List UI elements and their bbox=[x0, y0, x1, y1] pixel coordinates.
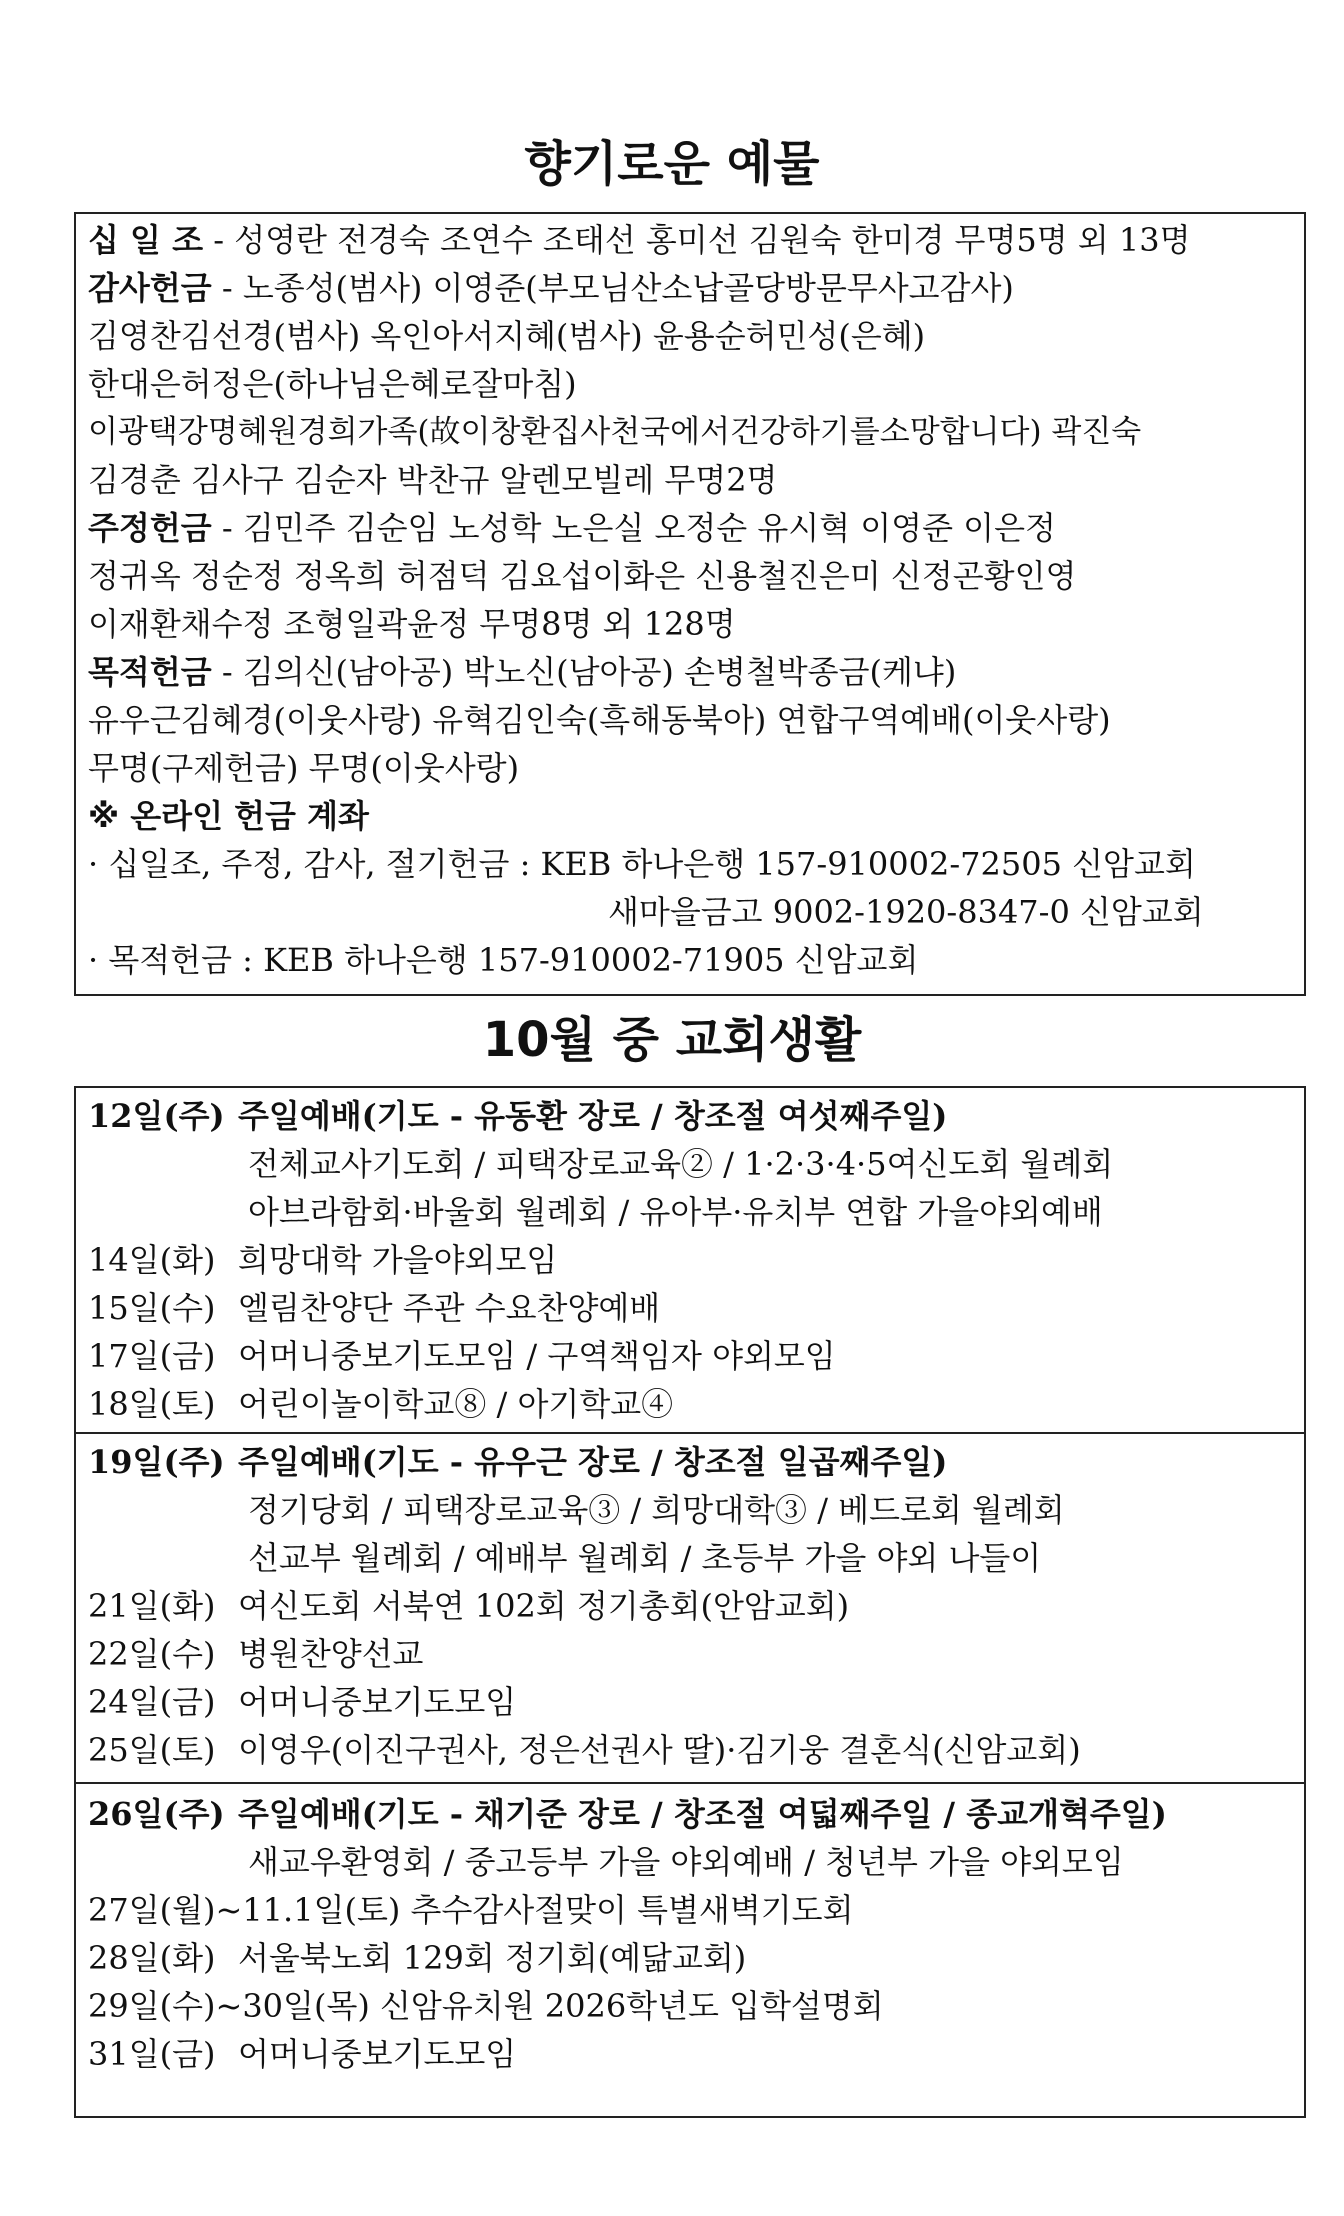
week2-item-day: 25일(토) bbox=[88, 1731, 216, 1769]
week3-head: 주일예배(기도 - 채기준 장로 / 창조절 여덟째주일 / 종교개혁주일) bbox=[238, 1795, 1167, 1833]
week3-item-day: 27일(월)~11.1일(토) bbox=[88, 1891, 401, 1929]
week1-item-text: 엘림찬양단 주관 수요찬양예배 bbox=[238, 1289, 661, 1327]
purpose-line-2: 유우근김혜경(이웃사랑) 유혁김인숙(흑해동북아) 연합구역예배(이웃사랑) bbox=[88, 701, 1111, 739]
week3-item-day: 31일(금) bbox=[88, 2035, 216, 2073]
week-divider bbox=[76, 1782, 1304, 1784]
week-divider bbox=[76, 1432, 1304, 1434]
purpose-label: 목적헌금 bbox=[88, 653, 212, 691]
week2-day: 19일(주) bbox=[88, 1443, 225, 1481]
week1-item bbox=[88, 1284, 1304, 1332]
week3-item-text: 서울북노회 129회 정기회(예닮교회) bbox=[238, 1939, 747, 1977]
tithe-names: - 성영란 전경숙 조연수 조태선 홍미선 김원숙 한미경 무명5명 외 13명 bbox=[213, 221, 1191, 259]
tithe-label: 십 일 조 bbox=[88, 221, 204, 259]
purpose-line-3: 무명(구제헌금) 무명(이웃사랑) bbox=[88, 749, 520, 787]
week2-item bbox=[88, 1630, 1304, 1678]
week1-item-text: 어머니중보기도모임 / 구역책임자 야외모임 bbox=[238, 1337, 836, 1375]
thanks-line-5: 김경춘 김사구 김순자 박찬규 알렌모빌레 무명2명 bbox=[88, 461, 778, 499]
week1-item bbox=[88, 1332, 1304, 1380]
week1-item-day: 14일(화) bbox=[88, 1241, 216, 1279]
calendar-title: 10월 중 교회생활 bbox=[482, 1012, 862, 1068]
week1-item-text: 희망대학 가을야외모임 bbox=[238, 1241, 558, 1279]
week2-item-day: 24일(금) bbox=[88, 1683, 216, 1721]
week3-item-text: 신암유치원 2026학년도 입학설명회 bbox=[380, 1987, 884, 2025]
weekly-names: - 김민주 김순임 노성학 노은실 오정순 유시혁 이영준 이은정 bbox=[221, 509, 1056, 547]
account-line-3: · 목적헌금 : KEB 하나은행 157-910002-71905 신암교회 bbox=[88, 941, 919, 979]
account-line-1: · 십일조, 주정, 감사, 절기헌금 : KEB 하나은행 157-910002-72505 신암교회 bbox=[88, 845, 1196, 883]
weekly-line-2: 정귀옥 정순정 정옥희 허점덕 김요섭이화은 신용철진은미 신정곤황인영 bbox=[88, 557, 1077, 595]
online-account-title: ※ 온라인 헌금 계좌 bbox=[88, 797, 369, 835]
week3-item-text: 어머니중보기도모임 bbox=[238, 2035, 517, 2073]
week3-item-text: 추수감사절맞이 특별새벽기도회 bbox=[410, 1891, 854, 1929]
week2-item bbox=[88, 1726, 1304, 1774]
week3-head-line bbox=[88, 1790, 1304, 1838]
week2-head: 주일예배(기도 - 유우근 장로 / 창조절 일곱째주일) bbox=[238, 1443, 948, 1481]
thanks-names: - 노종성(범사) 이영준(부모님산소납골당방문무사고감사) bbox=[221, 269, 1014, 307]
week3-item-day: 28일(화) bbox=[88, 1939, 216, 1977]
week2-item bbox=[88, 1678, 1304, 1726]
week3-sub-1: 새교우환영회 / 중고등부 가을 야외예배 / 청년부 가을 야외모임 bbox=[248, 1843, 1124, 1881]
thanks-line-4: 이광택강명혜원경희가족(故이창환집사천국에서건강하기를소망합니다) 곽진숙 bbox=[88, 414, 1142, 450]
week2-head-line bbox=[88, 1438, 1304, 1486]
week3-item bbox=[88, 1982, 1304, 2030]
week1-item-text: 어린이놀이학교⑧ / 아기학교④ bbox=[238, 1385, 674, 1423]
week1-item-day: 18일(토) bbox=[88, 1385, 216, 1423]
purpose-names: - 김의신(남아공) 박노신(남아공) 손병철박종금(케냐) bbox=[221, 653, 957, 691]
thanks-line-2: 김영찬김선경(범사) 옥인아서지혜(범사) 윤용순허민성(은혜) bbox=[88, 317, 926, 355]
week2-sub-1: 정기당회 / 피택장로교육③ / 희망대학③ / 베드로회 월례회 bbox=[248, 1491, 1065, 1529]
purpose-line bbox=[88, 648, 1304, 696]
account-line-2: 새마을금고 9002-1920-8347-0 신암교회 bbox=[608, 893, 1204, 931]
week2-item-text: 어머니중보기도모임 bbox=[238, 1683, 517, 1721]
week1-sub-2: 아브라함회·바울회 월례회 / 유아부·유치부 연합 가을야외예배 bbox=[248, 1193, 1103, 1231]
week3-day: 26일(주) bbox=[88, 1795, 225, 1833]
week2-item-day: 21일(화) bbox=[88, 1587, 216, 1625]
week1-item bbox=[88, 1380, 1304, 1428]
week3-section bbox=[88, 1790, 1304, 2078]
calendar-box bbox=[74, 1086, 1306, 2118]
week2-item-text: 여신도회 서북연 102회 정기총회(안암교회) bbox=[238, 1587, 850, 1625]
week1-item bbox=[88, 1236, 1304, 1284]
weekly-label: 주정헌금 bbox=[88, 509, 212, 547]
thanks-line-3: 한대은허정은(하나님은혜로잘마침) bbox=[88, 365, 577, 403]
week2-section bbox=[88, 1438, 1304, 1774]
week1-sub-1: 전체교사기도회 / 피택장로교육② / 1·2·3·4·5여신도회 월례회 bbox=[248, 1145, 1114, 1183]
week3-item-day: 29일(수)~30일(목) bbox=[88, 1987, 370, 2025]
week1-head-line bbox=[88, 1092, 1304, 1140]
week1-item-day: 17일(금) bbox=[88, 1337, 216, 1375]
week3-item bbox=[88, 1886, 1304, 1934]
week1-day: 12일(주) bbox=[88, 1097, 225, 1135]
week2-item-text: 병원찬양선교 bbox=[238, 1635, 424, 1673]
week1-item-day: 15일(수) bbox=[88, 1289, 216, 1327]
week2-item bbox=[88, 1582, 1304, 1630]
offering-title: 향기로운 예물 bbox=[524, 136, 820, 192]
week2-item-text: 이영우(이진구권사, 정은선권사 딸)·김기웅 결혼식(신암교회) bbox=[238, 1731, 1081, 1769]
week1-head: 주일예배(기도 - 유동환 장로 / 창조절 여섯째주일) bbox=[238, 1097, 948, 1135]
week3-item bbox=[88, 1934, 1304, 1982]
week2-item-day: 22일(수) bbox=[88, 1635, 216, 1673]
week3-item bbox=[88, 2030, 1304, 2078]
thanks-line bbox=[88, 264, 1304, 312]
weekly-line bbox=[88, 504, 1304, 552]
thanks-label: 감사헌금 bbox=[88, 269, 212, 307]
weekly-line-3: 이재환채수정 조형일곽윤정 무명8명 외 128명 bbox=[88, 605, 736, 643]
tithe-line bbox=[88, 216, 1304, 264]
offering-box bbox=[74, 212, 1306, 996]
week1-section bbox=[88, 1092, 1304, 1428]
week2-sub-2: 선교부 월례회 / 예배부 월례회 / 초등부 가을 야외 나들이 bbox=[248, 1539, 1042, 1577]
